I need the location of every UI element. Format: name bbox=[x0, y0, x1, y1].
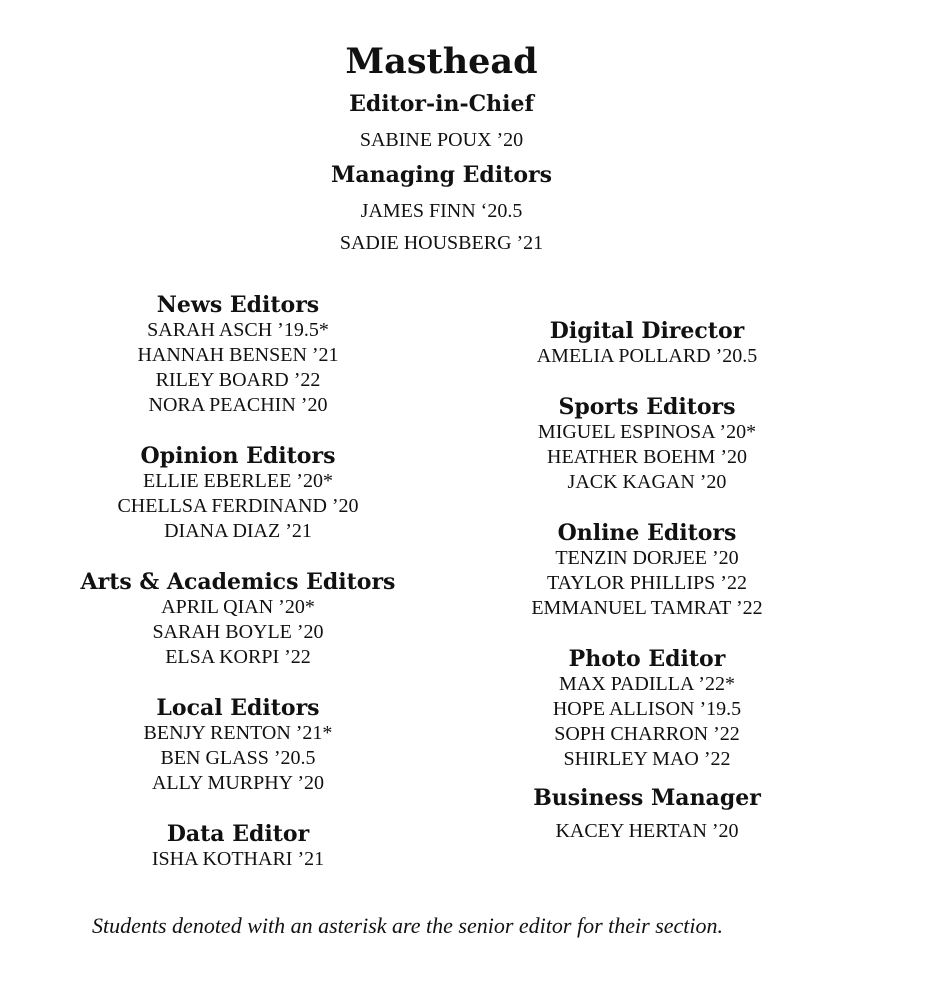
editor-name: MIGUEL ESPINOSA ’20* bbox=[537, 421, 757, 443]
section-heading: Data Editor bbox=[166, 821, 310, 847]
managing-editor-name: JAMES FINN ‘20.5 bbox=[360, 200, 523, 222]
section-heading: Photo Editor bbox=[568, 646, 726, 672]
editor-name: NORA PEACHIN ’20 bbox=[148, 394, 328, 416]
sports-editors-section bbox=[450, 394, 844, 495]
section-heading: News Editors bbox=[156, 292, 320, 318]
data-editor-section bbox=[40, 821, 436, 872]
news-editors-section bbox=[40, 292, 436, 418]
editor-name: KACEY HERTAN ’20 bbox=[555, 820, 739, 842]
editor-name: ELSA KORPI ’22 bbox=[165, 646, 311, 668]
editor-name: SOPH CHARRON ’22 bbox=[554, 723, 740, 745]
right-column bbox=[450, 318, 844, 869]
editor-name: HEATHER BOEHM ’20 bbox=[547, 446, 747, 468]
page-title: Masthead bbox=[345, 41, 538, 82]
editor-name: RILEY BOARD ’22 bbox=[155, 369, 321, 391]
editor-name: JACK KAGAN ’20 bbox=[567, 471, 727, 493]
digital-director-section bbox=[450, 318, 844, 369]
business-manager-section bbox=[450, 785, 844, 844]
photo-editor-section bbox=[450, 646, 844, 772]
editor-name: MAX PADILLA ’22* bbox=[559, 673, 735, 695]
editor-name: HOPE ALLISON ’19.5 bbox=[552, 698, 742, 720]
section-heading: Digital Director bbox=[549, 318, 745, 344]
editor-name: CHELLSA FERDINAND ’20 bbox=[117, 495, 359, 517]
section-heading: Online Editors bbox=[557, 520, 737, 546]
editor-name: ALLY MURPHY ’20 bbox=[151, 772, 325, 794]
section-heading: Local Editors bbox=[156, 695, 320, 721]
asterisk-footnote: Students denoted with an asterisk are the senior editor for their section. bbox=[92, 913, 724, 938]
section-heading: Business Manager bbox=[533, 785, 761, 811]
editor-name: BENJY RENTON ’21* bbox=[143, 722, 333, 744]
editor-name: SHIRLEY MAO ’22 bbox=[563, 748, 731, 770]
online-editors-section bbox=[450, 520, 844, 621]
left-column bbox=[40, 292, 436, 897]
local-editors-section bbox=[40, 695, 436, 796]
section-heading: Sports Editors bbox=[558, 394, 736, 420]
editor-name: TAYLOR PHILLIPS ’22 bbox=[547, 572, 747, 594]
editor-name: SARAH BOYLE ’20 bbox=[152, 621, 324, 643]
managing-editor-name: SADIE HOUSBERG ’21 bbox=[339, 232, 544, 254]
editor-name: DIANA DIAZ ’21 bbox=[164, 520, 312, 542]
editor-name: BEN GLASS ’20.5 bbox=[160, 747, 316, 769]
editor-name: ISHA KOTHARI ’21 bbox=[151, 848, 325, 870]
editor-name: ELLIE EBERLEE ’20* bbox=[143, 470, 333, 492]
editor-name: SARAH ASCH ’19.5* bbox=[147, 319, 329, 341]
editor-name: EMMANUEL TAMRAT ’22 bbox=[531, 597, 763, 619]
editor-name: HANNAH BENSEN ’21 bbox=[137, 344, 339, 366]
editor-in-chief-heading: Editor-in-Chief bbox=[349, 91, 534, 117]
section-heading: Arts & Academics Editors bbox=[80, 569, 396, 595]
managing-editors-heading: Managing Editors bbox=[331, 162, 552, 188]
section-heading: Opinion Editors bbox=[140, 443, 336, 469]
editor-name: TENZIN DORJEE ’20 bbox=[555, 547, 739, 569]
opinion-editors-section bbox=[40, 443, 436, 544]
editor-name: AMELIA POLLARD ’20.5 bbox=[536, 345, 758, 367]
editor-in-chief-name: SABINE POUX ’20 bbox=[359, 129, 524, 151]
arts-academics-editors-section bbox=[40, 569, 436, 670]
editor-name: APRIL QIAN ’20* bbox=[161, 596, 315, 618]
